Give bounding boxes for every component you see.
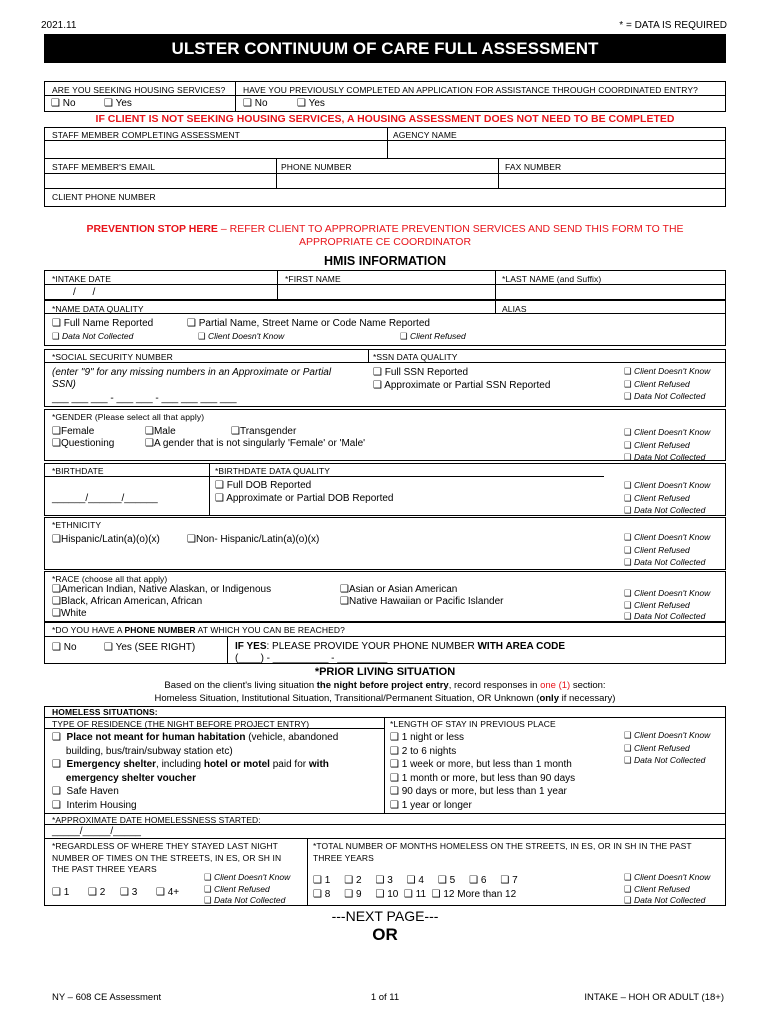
phone-no-option[interactable]: ❑ No	[52, 642, 77, 653]
fax-number-label: FAX NUMBER	[505, 162, 562, 172]
times-4plus-option[interactable]: ❑ 4+	[156, 887, 180, 898]
phone-number-field[interactable]	[277, 174, 497, 187]
times-2-option[interactable]: ❑ 2	[88, 887, 106, 898]
length-of-stay-options[interactable]: ❑ 1 night or less ❑ 2 to 6 nights ❑ 1 week or more, but less than 1 month ❑ 1 month or more, but less than 90 days ❑ 90 days or more, but less than 1 year ❑ 1 year or longer	[390, 732, 576, 811]
footer-form-id: NY – 608 CE Assessment	[52, 992, 162, 1003]
checkbox-icon: ❑	[373, 367, 382, 378]
last-name-label: *LAST NAME (and Suffix)	[502, 274, 602, 284]
times-reason-options[interactable]: ❑ Client Doesn't Know ❑ Client Refused ❑ Data Not Collected	[204, 872, 291, 906]
approx-date-label: *APPROXIMATE DATE HOMELESSNESS STARTED:	[52, 815, 261, 825]
race-reason-options[interactable]: ❑ Client Doesn't Know ❑ Client Refused ❑ Data Not Collected	[624, 588, 711, 622]
checkbox-icon: ❑	[145, 426, 154, 437]
phone-question: *DO YOU HAVE A PHONE NUMBER AT WHICH YOU CAN BE REACHED?	[52, 625, 345, 635]
dob-quality-label: *BIRTHDATE DATA QUALITY	[215, 466, 331, 476]
full-dob-option[interactable]: ❑ Full DOB Reported	[215, 480, 312, 491]
partial-name-option[interactable]: ❑ Partial Name, Street Name or Code Name Reported	[187, 318, 430, 329]
gender-reason-options[interactable]: ❑ Client Doesn't Know ❑ Client Refused ❑ Data Not Collected	[624, 427, 711, 463]
ssn-quality-label: *SSN DATA QUALITY	[373, 352, 458, 362]
seeking-housing-question: ARE YOU SEEKING HOUSING SERVICES?	[52, 85, 226, 95]
name-quality-label: *NAME DATA QUALITY	[52, 304, 144, 314]
last-name-field[interactable]	[496, 285, 725, 299]
intake-date-field[interactable]: / /	[73, 287, 96, 298]
seeking-yes-option[interactable]: ❑ Yes	[104, 98, 132, 109]
ssn-note: (enter "9" for any missing numbers in an Approximate or Partial SSN)	[52, 367, 332, 390]
checkbox-icon: ❑	[198, 332, 206, 342]
previous-application-question: HAVE YOU PREVIOUSLY COMPLETED AN APPLICATION FOR ASSISTANCE THROUGH COORDINATED ENTRY?	[243, 85, 698, 95]
checkbox-icon: ❑	[243, 98, 252, 109]
months-homeless-header: *TOTAL NUMBER OF MONTHS HOMELESS ON THE STREETS, IN ES, OR IN SH IN THE PAST THREE YEARS	[313, 841, 692, 863]
not-seeking-warning: IF CLIENT IS NOT SEEKING HOUSING SERVICES, A HOUSING ASSESSMENT DOES NOT NEED TO BE COMPLETED	[95, 113, 675, 125]
approx-ssn-option[interactable]: ❑ Approximate or Partial SSN Reported	[373, 380, 551, 391]
seeking-no-option[interactable]: ❑ No	[51, 98, 76, 109]
checkbox-icon: ❑	[51, 98, 60, 109]
dob-reason-options[interactable]: ❑ Client Doesn't Know ❑ Client Refused ❑ Data Not Collected	[624, 480, 711, 516]
birthdate-label: *BIRTHDATE	[52, 466, 104, 476]
checkbox-icon: ❑	[104, 98, 113, 109]
name-doesnt-know-option[interactable]: ❑ Client Doesn't Know	[198, 331, 285, 342]
checkbox-icon: ❑	[120, 887, 129, 898]
client-phone-label: CLIENT PHONE NUMBER	[52, 192, 156, 202]
gender-label: *GENDER (Please select all that apply)	[52, 412, 205, 422]
checkbox-icon: ❑	[52, 426, 61, 437]
checkbox-icon: ❑	[297, 98, 306, 109]
alias-label: ALIAS	[502, 304, 527, 314]
checkbox-icon: ❑	[52, 642, 61, 653]
approx-dob-option[interactable]: ❑ Approximate or Partial DOB Reported	[215, 493, 394, 504]
checkbox-icon: ❑	[52, 438, 61, 449]
first-name-label: *FIRST NAME	[285, 274, 341, 284]
checkbox-icon: ❑	[187, 534, 196, 545]
hispanic-option[interactable]: ❑Hispanic/Latin(a)(o)(x)	[52, 534, 160, 545]
nonbinary-option[interactable]: ❑A gender that is not singularly 'Female' or 'Male'	[145, 438, 366, 449]
transgender-option[interactable]: ❑Transgender	[231, 426, 297, 437]
agency-name-field[interactable]	[388, 141, 725, 157]
staff-email-label: STAFF MEMBER'S EMAIL	[52, 162, 156, 172]
fax-number-field[interactable]	[499, 174, 725, 187]
required-note: * = DATA IS REQUIRED	[619, 20, 727, 31]
checkbox-icon: ❑	[52, 534, 61, 545]
ssn-label: *SOCIAL SECURITY NUMBER	[52, 352, 173, 362]
checkbox-icon: ❑	[88, 887, 97, 898]
version-label: 2021.11	[41, 20, 77, 31]
checkbox-icon: ❑	[187, 318, 196, 329]
times-homeless-header: *REGARDLESS OF WHERE THEY STAYED LAST NIGHT NUMBER OF TIMES ON THE STREETS, IN ES, OR SH IN THE PAST THREE YEARS	[52, 841, 282, 874]
prevention-stop-notice: PREVENTION STOP HERE – REFER CLIENT TO APPROPRIATE PREVENTION SERVICES AND SEND THIS FORM TO THE APPROPRIATE CE COORDINATOR	[86, 223, 684, 248]
footer-intake-type: INTAKE – HOH OR ADULT (18+)	[584, 992, 724, 1003]
name-not-collected-option[interactable]: ❑ Data Not Collected	[52, 331, 134, 342]
checkbox-icon: ❑	[156, 887, 165, 898]
checkbox-icon: ❑	[373, 380, 382, 391]
times-1-option[interactable]: ❑ 1	[52, 887, 70, 898]
race-label: *RACE (choose all that apply)	[52, 574, 168, 584]
phone-number-label: PHONE NUMBER	[281, 162, 352, 172]
ssn-reason-options[interactable]: ❑ Client Doesn't Know ❑ Client Refused ❑ Data Not Collected	[624, 366, 711, 402]
homeless-situations-label: HOMELESS SITUATIONS:	[52, 707, 158, 717]
previous-no-option[interactable]: ❑ No	[243, 98, 268, 109]
los-reason-options[interactable]: ❑ Client Doesn't Know ❑ Client Refused ❑ Data Not Collected	[624, 730, 711, 766]
race-options-right[interactable]: ❑Asian or Asian American ❑Native Hawaiian or Pacific Islander	[340, 584, 504, 607]
ethnicity-label: *ETHNICITY	[52, 520, 102, 530]
race-options-left[interactable]: ❑American Indian, Native Alaskan, or Indigenous ❑Black, African American, African ❑White	[52, 584, 272, 619]
non-hispanic-option[interactable]: ❑Non- Hispanic/Latin(a)(o)(x)	[187, 534, 320, 545]
birthdate-field[interactable]: ______/______/______	[52, 493, 158, 504]
checkbox-icon: ❑	[145, 438, 154, 449]
client-phone-field[interactable]: (____) - __________ - _________	[235, 653, 388, 664]
months-options[interactable]: ❑ 1 ❑ 2 ❑ 3 ❑ 4 ❑ 5 ❑ 6 ❑ 7 ❑ 8 ❑ 9 ❑ 10 ❑ 11 ❑ 12 More than 12	[313, 875, 518, 900]
ssn-field[interactable]: ___ ___ ___ - ___ ___ - ___ ___ ___ ___	[52, 393, 237, 404]
or-label: OR	[372, 925, 398, 944]
checkbox-icon: ❑	[52, 332, 60, 342]
staff-member-label: STAFF MEMBER COMPLETING ASSESSMENT	[52, 130, 240, 140]
prior-living-title: *PRIOR LIVING SITUATION	[314, 666, 456, 678]
male-option[interactable]: ❑Male	[145, 426, 176, 437]
if-yes-instruction: IF YES: PLEASE PROVIDE YOUR PHONE NUMBER WITH AREA CODE	[235, 641, 566, 652]
staff-email-field[interactable]	[45, 174, 275, 187]
full-ssn-option[interactable]: ❑ Full SSN Reported	[373, 367, 469, 378]
residence-type-options[interactable]: ❑ Place not meant for human habitation (vehicle, abandoned building, bus/train/subway station etc) ❑ Emergency shelter, including hotel or motel paid for with emergency shelter voucher ❑ Safe Haven ❑ Interim Housing	[52, 732, 339, 811]
checkbox-icon: ❑	[52, 887, 61, 898]
approx-date-field[interactable]: _____/_____/_____	[52, 826, 141, 837]
previous-yes-option[interactable]: ❑ Yes	[297, 98, 325, 109]
footer-page-number: 1 of 11	[370, 992, 400, 1003]
prior-living-intro: Based on the client's living situation the night before project entry, record responses in one (1) section:	[164, 680, 606, 691]
residence-type-header: TYPE OF RESIDENCE (THE NIGHT BEFORE PROJECT ENTRY)	[52, 719, 310, 729]
hmis-section-title: HMIS INFORMATION	[324, 254, 446, 268]
female-option[interactable]: ❑Female	[52, 426, 95, 437]
full-name-option[interactable]: ❑ Full Name Reported	[52, 318, 154, 329]
prior-living-categories: Homeless Situation, Institutional Situation, Transitional/Permanent Situation, OR Unknown (only if necessary)	[154, 693, 616, 704]
checkbox-icon: ❑	[400, 332, 408, 342]
months-reason-options[interactable]: ❑ Client Doesn't Know ❑ Client Refused ❑ Data Not Collected	[624, 872, 711, 906]
agency-name-label: AGENCY NAME	[393, 130, 457, 140]
checkbox-icon: ❑	[52, 318, 61, 329]
checkbox-icon: ❑	[231, 426, 240, 437]
checkbox-icon: ❑	[215, 493, 224, 504]
times-3-option[interactable]: ❑ 3	[120, 887, 138, 898]
checkbox-icon: ❑	[104, 642, 113, 653]
ethnicity-reason-options[interactable]: ❑ Client Doesn't Know ❑ Client Refused ❑ Data Not Collected	[624, 532, 711, 568]
name-refused-option[interactable]: ❑ Client Refused	[400, 331, 466, 342]
questioning-option[interactable]: ❑Questioning	[52, 438, 115, 449]
first-name-field[interactable]	[278, 285, 494, 299]
phone-yes-option[interactable]: ❑ Yes (SEE RIGHT)	[104, 642, 196, 653]
client-phone-field[interactable]	[45, 202, 725, 206]
next-page-label: ---NEXT PAGE---	[331, 908, 439, 924]
staff-member-field[interactable]	[45, 141, 386, 157]
intake-date-label: *INTAKE DATE	[52, 274, 111, 284]
length-of-stay-header: *LENGTH OF STAY IN PREVIOUS PLACE	[390, 719, 556, 729]
checkbox-icon: ❑	[215, 480, 224, 491]
page-title: ULSTER CONTINUUM OF CARE FULL ASSESSMENT	[44, 34, 726, 63]
